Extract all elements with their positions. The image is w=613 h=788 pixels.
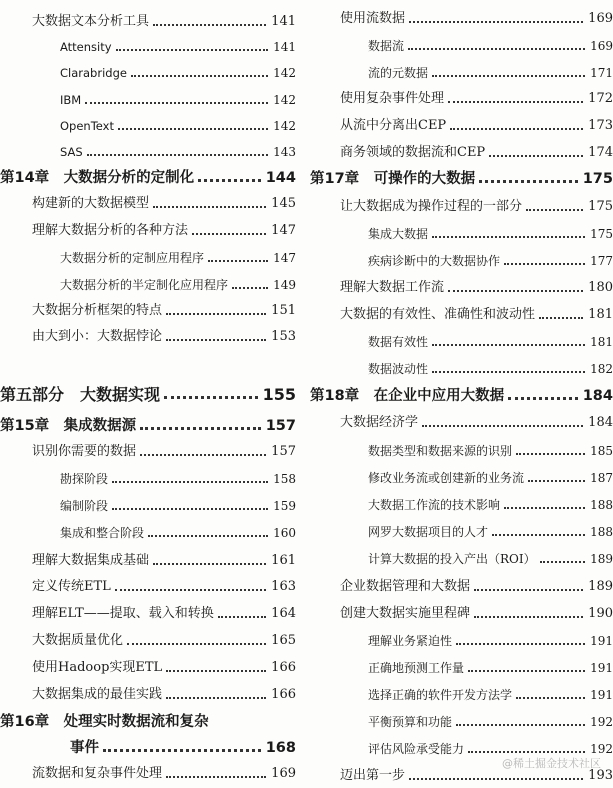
toc-entry — [0, 734, 296, 756]
toc-entry — [0, 760, 296, 782]
toc-page-number: 175 — [588, 199, 613, 214]
toc-page-number: 192 — [590, 715, 613, 729]
toc-entry — [310, 301, 613, 323]
toc-entry-title: 构建新的大数据模型 — [32, 196, 150, 211]
toc-entry-title: 网罗大数据项目的人才 — [368, 525, 489, 539]
toc-entry — [310, 545, 613, 567]
toc-entry-title: 疾病诊断中的大数据协作 — [368, 254, 501, 268]
leader-dots — [85, 102, 268, 104]
toc-entry — [310, 5, 613, 27]
watermark: @稀土掘金技术社区 — [502, 757, 601, 770]
toc-entry — [310, 165, 613, 187]
toc-page-number: 188 — [590, 498, 613, 512]
toc-entry-title: 平衡预算和功能 — [368, 715, 453, 729]
toc-entry-title: 第16章 处理实时数据流和复杂 — [0, 714, 209, 730]
toc-entry — [0, 297, 296, 319]
toc-page-number: 164 — [271, 606, 296, 621]
toc-entry-title: 事件 — [70, 740, 99, 756]
leader-dots — [166, 339, 266, 341]
leader-dots — [409, 778, 583, 780]
toc-page-number: 190 — [588, 606, 613, 621]
toc-page-number: 142 — [273, 93, 296, 107]
leader-dots — [408, 48, 585, 50]
toc-entry — [310, 139, 613, 161]
toc-page-number: 174 — [588, 145, 613, 160]
toc-entry — [0, 164, 296, 186]
toc-entry — [310, 573, 613, 595]
toc-entry-title: 从流中分离出CEP — [340, 118, 447, 133]
toc-page-number: 175 — [582, 171, 613, 187]
toc-entry-title: 集成和整合阶段 — [60, 526, 145, 540]
leader-dots — [492, 534, 585, 536]
toc-entry-title: 大数据工作流的技术影响 — [368, 498, 501, 512]
toc-entry-title: 理解大数据工作流 — [340, 280, 445, 295]
toc-page-number: 189 — [588, 579, 613, 594]
leader-dots — [468, 751, 585, 753]
leader-dots — [127, 643, 266, 645]
toc-entry-title: 理解大数据集成基础 — [32, 553, 150, 568]
toc-entry-title: 第15章 集成数据源 — [0, 418, 137, 434]
toc-entry — [0, 654, 296, 676]
toc-page-number: 172 — [588, 91, 613, 106]
leader-dots — [115, 589, 266, 591]
toc-page-number: 157 — [271, 444, 296, 459]
leader-dots — [148, 535, 268, 537]
toc-page-number: 169 — [271, 766, 296, 781]
toc-entry — [310, 627, 613, 649]
leader-dots — [140, 454, 266, 456]
toc-page-number: 169 — [590, 39, 613, 53]
toc-entry — [0, 244, 296, 266]
leader-dots — [456, 643, 585, 645]
toc-entry-title: 由大到小：大数据悖论 — [32, 329, 163, 344]
toc-entry — [0, 465, 296, 487]
toc-page-number: 175 — [590, 227, 613, 241]
toc-entry — [0, 519, 296, 541]
toc-page-number: 191 — [590, 634, 613, 648]
toc-entry-title: 修改业务流或创建新的业务流 — [368, 471, 525, 485]
leader-dots — [422, 425, 583, 427]
toc-page-number: 188 — [590, 525, 613, 539]
leader-dots — [448, 290, 583, 292]
toc-page-number: 159 — [273, 499, 296, 513]
toc-entry-title: 大数据文本分析工具 — [32, 14, 150, 29]
toc-page-number: 149 — [273, 278, 296, 292]
toc-page-number: 155 — [262, 385, 296, 404]
toc-entry — [0, 112, 296, 134]
toc-entry-title: 第17章 可操作的大数据 — [310, 171, 476, 187]
leader-dots — [528, 480, 585, 482]
toc-page-number: 143 — [273, 145, 296, 159]
toc-entry — [0, 600, 296, 622]
toc-page-number: 171 — [590, 66, 613, 80]
toc-entry — [0, 492, 296, 514]
toc-page-number: 169 — [588, 11, 613, 26]
toc-entry — [0, 217, 296, 239]
leader-dots — [87, 154, 268, 156]
toc-entry — [310, 437, 613, 459]
toc-page-number: 157 — [265, 418, 296, 434]
leader-dots — [198, 179, 261, 182]
toc-entry — [310, 681, 613, 703]
toc-entry — [0, 8, 296, 30]
toc-entry — [0, 59, 296, 81]
leader-dots — [166, 697, 266, 699]
leader-dots — [432, 344, 585, 346]
toc-page-number: 147 — [273, 251, 296, 265]
toc-entry — [0, 271, 296, 293]
toc-entry-title: 使用复杂事件处理 — [340, 91, 445, 106]
toc-entry — [310, 328, 613, 350]
toc-entry-title: 编制阶段 — [60, 499, 109, 513]
toc-page-number: 189 — [590, 552, 613, 566]
toc-entry — [310, 735, 613, 757]
toc-entry-title: 使用Hadoop实现ETL — [32, 660, 163, 675]
leader-dots — [208, 260, 268, 262]
toc-entry-title: SAS — [60, 145, 83, 159]
toc-entry — [310, 274, 613, 296]
leader-dots — [526, 209, 583, 211]
leader-dots — [479, 180, 578, 183]
toc-entry-title: 理解ELT——提取、载入和转换 — [32, 606, 214, 621]
leader-dots — [540, 561, 585, 563]
toc-page-number: 158 — [273, 472, 296, 486]
toc-entry — [0, 381, 296, 403]
leader-dots — [153, 563, 266, 565]
leader-dots — [474, 616, 583, 618]
toc-entry — [310, 600, 613, 622]
leader-dots — [218, 616, 266, 618]
toc-entry-title: 商务领域的数据流和CEP — [340, 145, 486, 160]
leader-dots — [166, 776, 266, 778]
leader-dots — [166, 670, 266, 672]
toc-entry-title: 正确地预测工作量 — [368, 661, 465, 675]
toc-page-number: 147 — [271, 223, 296, 238]
leader-dots — [504, 507, 585, 509]
toc-page-number: 141 — [273, 40, 296, 54]
leader-dots — [516, 453, 585, 455]
toc-entry — [0, 86, 296, 108]
leader-dots — [468, 670, 585, 672]
leader-dots — [432, 371, 585, 373]
toc-page-number: 144 — [265, 170, 296, 186]
toc-entry-title: 理解大数据分析的各种方法 — [32, 223, 189, 238]
leader-dots — [116, 49, 269, 51]
leader-dots — [164, 396, 258, 399]
toc-entry-title: 大数据分析的定制应用程序 — [60, 251, 205, 265]
toc-entry — [0, 573, 296, 595]
leader-dots — [153, 206, 266, 208]
leader-dots — [409, 21, 583, 23]
toc-page-number: 161 — [271, 553, 296, 568]
toc-entry-title: 计算大数据的投入产出（ROI） — [368, 552, 536, 566]
toc-entry-title: 数据类型和数据来源的识别 — [368, 444, 513, 458]
toc-entry-title: 数据流 — [368, 39, 405, 53]
toc-page-number: 163 — [271, 579, 296, 594]
toc-entry-title: 创建大数据实施里程碑 — [340, 606, 471, 621]
toc-entry — [0, 323, 296, 345]
toc-entry-title: IBM — [60, 93, 82, 107]
toc-entry-title: 流的元数据 — [368, 66, 429, 80]
toc-entry — [310, 464, 613, 486]
toc-entry-title: 大数据分析框架的特点 — [32, 303, 163, 318]
leader-dots — [448, 101, 583, 103]
leader-dots — [504, 263, 585, 265]
toc-page-number: 177 — [590, 254, 613, 268]
toc-entry-title: 理解业务紧迫性 — [368, 634, 453, 648]
toc-entry — [310, 708, 613, 730]
leader-dots — [166, 313, 266, 315]
toc-entry-title: 勘探阶段 — [60, 472, 109, 486]
toc-page-number: 181 — [590, 335, 613, 349]
leader-dots — [539, 317, 583, 319]
toc-entry — [0, 412, 296, 434]
toc-entry-title: Attensity — [60, 40, 112, 54]
toc-page-number: 145 — [271, 196, 296, 211]
toc-page-number: 192 — [590, 742, 613, 756]
leader-dots — [516, 697, 585, 699]
toc-entry-title: 使用流数据 — [340, 11, 406, 26]
toc-entry — [0, 138, 296, 160]
leader-dots — [432, 75, 585, 77]
toc-entry — [0, 627, 296, 649]
toc-entry — [310, 491, 613, 513]
toc-entry — [310, 193, 613, 215]
toc-entry — [310, 382, 613, 404]
toc-page-number: 160 — [273, 526, 296, 540]
toc-page-number: 180 — [588, 280, 613, 295]
toc-entry-title: 流数据和复杂事件处理 — [32, 766, 163, 781]
toc-page-number: 151 — [271, 303, 296, 318]
toc-entry-title: 大数据经济学 — [340, 415, 419, 430]
toc-page-number: 187 — [590, 471, 613, 485]
leader-dots — [450, 128, 583, 130]
leader-dots — [131, 75, 268, 77]
leader-dots — [118, 128, 268, 130]
toc-entry — [310, 220, 613, 242]
leader-dots — [140, 427, 261, 430]
toc-entry-title: 数据有效性 — [368, 335, 429, 349]
toc-entry-title: 大数据集成的最佳实践 — [32, 687, 163, 702]
leader-dots — [112, 481, 268, 483]
toc-page-number: 141 — [271, 14, 296, 29]
toc-entry — [0, 438, 296, 460]
toc-page-number: 166 — [271, 660, 296, 675]
toc-entry — [310, 112, 613, 134]
toc-entry — [310, 247, 613, 269]
toc-entry — [310, 518, 613, 540]
toc-page-number: 184 — [588, 415, 613, 430]
toc-entry-title: 数据波动性 — [368, 362, 429, 376]
toc-page-number: 185 — [590, 444, 613, 458]
toc-entry-title: 集成大数据 — [368, 227, 429, 241]
toc-entry-title: 定义传统ETL — [32, 579, 111, 594]
toc-page-number: 165 — [271, 633, 296, 648]
leader-dots — [192, 233, 266, 235]
toc-page-number: 166 — [271, 687, 296, 702]
toc-page-number: 173 — [588, 118, 613, 133]
toc-entry — [0, 547, 296, 569]
leader-dots — [508, 397, 578, 400]
leader-dots — [432, 236, 585, 238]
toc-entry-title: OpenText — [60, 119, 114, 133]
toc-page-number: 142 — [273, 119, 296, 133]
toc-entry-title: 评估风险承受能力 — [368, 742, 465, 756]
toc-entry — [310, 32, 613, 54]
toc-page-number: 168 — [265, 740, 296, 756]
leader-dots — [153, 24, 266, 26]
toc-entry-title: 第18章 在企业中应用大数据 — [310, 388, 505, 404]
toc-page-number: 182 — [590, 362, 613, 376]
toc-entry-title: Clarabridge — [60, 66, 127, 80]
leader-dots — [232, 287, 268, 289]
toc-entry — [0, 681, 296, 703]
leader-dots — [103, 749, 261, 752]
toc-entry-title: 第五部分 大数据实现 — [0, 385, 161, 404]
toc-entry — [310, 409, 613, 431]
toc-entry — [0, 33, 296, 55]
toc-entry-title: 让大数据成为操作过程的一部分 — [340, 199, 523, 214]
toc-entry — [310, 59, 613, 81]
toc-entry — [310, 85, 613, 107]
toc-entry-title: 迈出第一步 — [340, 768, 406, 783]
toc-page-number: 181 — [588, 307, 613, 322]
toc-page-number: 193 — [588, 768, 613, 783]
toc-page-number: 153 — [271, 329, 296, 344]
toc-page-number: 184 — [582, 388, 613, 404]
toc-entry-title: 企业数据管理和大数据 — [340, 579, 471, 594]
toc-entry-title: 大数据分析的半定制化应用程序 — [60, 278, 229, 292]
toc-entry-title: 识别你需要的数据 — [32, 444, 137, 459]
toc-entry-title: 大数据质量优化 — [32, 633, 124, 648]
toc-page-number: 191 — [590, 688, 613, 702]
leader-dots — [456, 724, 585, 726]
toc-entry — [0, 708, 296, 730]
leader-dots — [112, 508, 268, 510]
toc-entry — [310, 654, 613, 676]
toc-entry-title: 大数据的有效性、准确性和波动性 — [340, 307, 536, 322]
leader-dots — [474, 589, 583, 591]
toc-page-number: 142 — [273, 66, 296, 80]
toc-entry — [310, 355, 613, 377]
leader-dots — [489, 155, 583, 157]
toc-entry-title: 第14章 大数据分析的定制化 — [0, 170, 195, 186]
toc-page-number: 191 — [590, 661, 613, 675]
toc-entry-title: 选择正确的软件开发方法学 — [368, 688, 513, 702]
toc-entry — [0, 190, 296, 212]
